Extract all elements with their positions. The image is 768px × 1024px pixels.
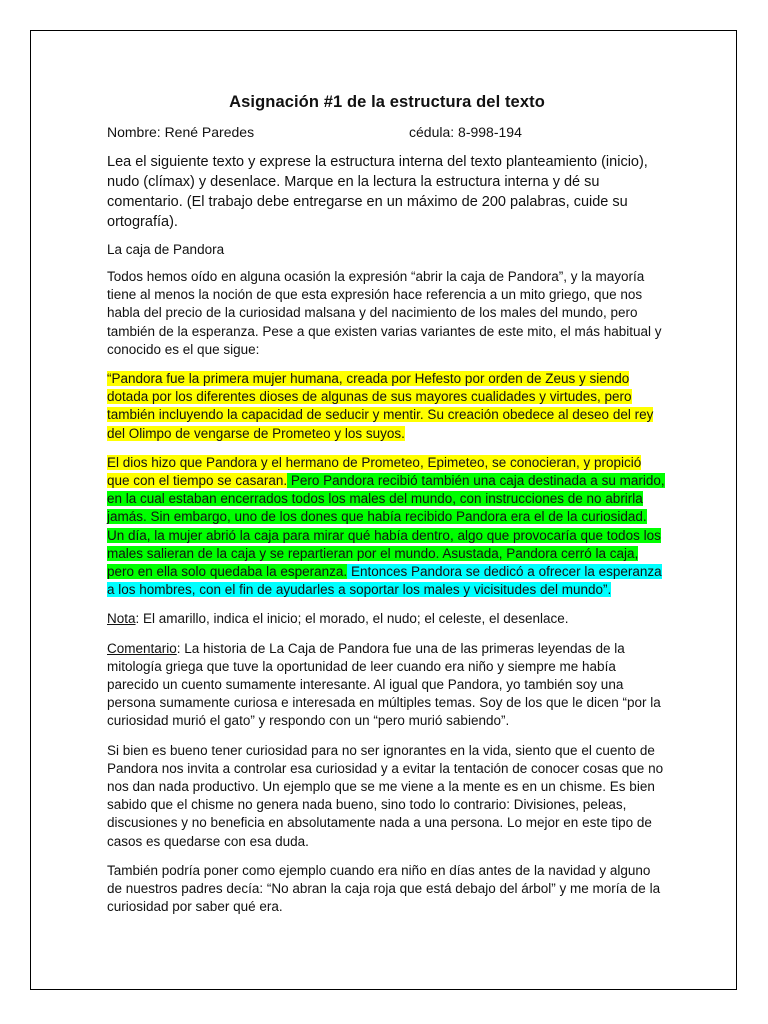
reading-title: La caja de Pandora xyxy=(107,242,225,257)
student-name: Nombre: René Paredes xyxy=(107,124,255,140)
student-info xyxy=(107,124,667,142)
highlight-yellow: “Pandora fue la primera mujer humana, creada por Hefesto por orden de Zeus y siendo dotada por los diferentes dioses de algunas de sus mayores cualidades y virtudes, pero también incluyendo la capacidad de seducir y mentir. Su creación obedece al deseo del rey del Olimpo de vengarse de Prometeo y los suyos. xyxy=(107,371,654,441)
story-paragraph-1 xyxy=(107,370,667,443)
comment-label: Comentario xyxy=(107,640,177,656)
highlight-cyan: Entonces Pandora se dedicó a ofrecer la esperanza a los hombres, con el fin de ayudarles a soportar los males y vicisitudes del mundo”. xyxy=(107,564,662,598)
body-paragraph-2: Si bien es bueno tener curiosidad para no ser ignorantes en la vida, siento que el cuento de Pandora nos invita a controlar esa curiosidad y a evitar la tentación de conocer cosas que no nos dan nada productivo. Un ejemplo que se me viene a la mente es en un chisme. Es bien sabido que el chisme no genera nada bueno, sino todo lo contrario: Divisiones, peleas, discusiones y no beneficia en absolutamente nada a una persona. Lo mejor en este tipo de casos es quedarse con esa duda. xyxy=(107,742,664,849)
comment-text: : La historia de La Caja de Pandora fue una de las primeras leyendas de la mitología griega que tuve la oportunidad de leer cuando era niño y siempre me había parecido un cuento sumamente interesante. Al igual que Pandora, yo también soy una persona sumamente curiosa e interesada en múltiples temas. Soy de los que le dicen “por la curiosidad murió el gato” y respondo con un “pero murió sabiendo”. xyxy=(107,640,661,729)
body-paragraph-3: También podría poner como ejemplo cuando era niño en días antes de la navidad y alguno de nuestros padres decía: “No abran la caja roja que está debajo del árbol” y me moría de la curiosidad por saber qué era. xyxy=(107,862,661,915)
student-id: cédula: 8-998-194 xyxy=(409,124,522,140)
document-content xyxy=(107,93,667,928)
note-text: : El amarillo, indica el inicio; el morado, el nudo; el celeste, el desenlace. xyxy=(135,611,569,627)
note-label: Nota xyxy=(107,611,136,627)
intro-paragraph: Todos hemos oído en alguna ocasión la expresión “abrir la caja de Pandora”, y la mayoría tiene al menos la noción de que esta expresión hace referencia a un mito griego, que nos habla del precio de la curiosidad malsana y del nacimiento de los males del mundo, pero también de la esperanza. Pese a que existen varias variantes de este mito, el más habitual y conocido es el que sigue: xyxy=(107,269,662,357)
highlight-yellow: El dios hizo que Pandora y el hermano de Prometeo, Epimeteo, se conocieran, y propició que con el tiempo se casaran. xyxy=(107,454,642,489)
note-paragraph xyxy=(107,610,667,628)
instructions: Lea el siguiente texto y exprese la estructura interna del texto planteamiento (inicio), nudo (clímax) y desenlace. Marque en la lectura la estructura interna y dé su comentario. (El trabajo debe entregarse en un máximo de 200 palabras, cuide su ortografía). xyxy=(107,154,648,230)
story-paragraph-2 xyxy=(107,454,667,600)
highlight-green: Pero Pandora recibió también una caja destinada a su marido, en la cual estaban encerrados todos los males del mundo, con instrucciones de no abrirla jamás. Sin embargo, uno de los dones que había recibido Pandora era el de la curiosidad. Un día, la mujer abrió la caja para mirar qué había dentro, algo que provocaría que todos los males salieran de la caja y se repartieran por el mundo. Asustada, Pandora cerró la caja, pero en ella solo quedaba la esperanza. xyxy=(107,473,665,580)
comment-paragraph xyxy=(107,640,667,731)
page-title: Asignación #1 de la estructura del texto xyxy=(229,93,545,111)
document-page xyxy=(30,30,737,990)
